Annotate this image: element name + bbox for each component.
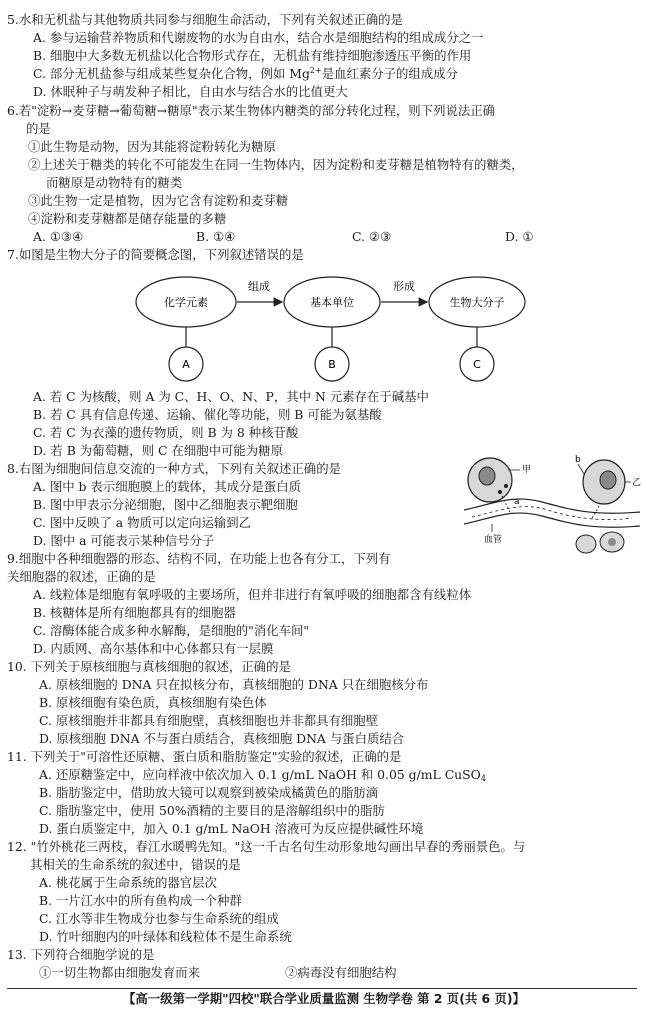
question-11-stem: 11. 下列关于"可溶性还原糖、蛋白质和脂肪鉴定"实验的叙述，正确的是 — [7, 749, 402, 764]
label-jia: 甲 — [522, 465, 532, 475]
question-12-option-a: A. 桃花属于生命系统的器官层次 — [39, 875, 217, 890]
footer-rule — [7, 988, 637, 989]
small-cell-nucleus — [608, 538, 616, 546]
question-11-option-a-text: A. 还原糖鉴定中，应向样液中依次加入 0.1 g/mL NaOH 和 0.05 g/mL CuSO — [39, 767, 481, 782]
question-12-option-b: B. 一片江水中的所有鱼构成一个种群 — [39, 893, 242, 908]
question-10-stem: 10. 下列关于原核细胞与真核细胞的叙述，正确的是 — [7, 659, 291, 674]
question-9-option-b: B. 核糖体是所有细胞都具有的细胞器 — [33, 605, 236, 620]
question-9-stem-line-1: 9.细胞中各种细胞器的形态、结构不同，在功能上也各有分工，下列有 — [7, 551, 391, 566]
node-chemical-elements-label: 化学元素 — [164, 296, 208, 309]
label-yi: 乙 — [632, 478, 642, 488]
question-13-stem: 13. 下列符合细胞学说的是 — [7, 947, 155, 962]
question-9-stem-line-2: 关细胞器的叙述，正确的是 — [7, 569, 156, 584]
question-7-stem: 7.如图是生物大分子的简要概念图，下列叙述错误的是 — [7, 247, 304, 262]
question-6-stem-line-2: 的是 — [26, 121, 51, 136]
question-6-item-2-cont: 而糖原是动物特有的糖类 — [46, 175, 183, 190]
question-5-stem: 5.水和无机盐与其他物质共同参与细胞生命活动，下列有关叙述正确的是 — [7, 12, 403, 27]
question-6-choice-b: B. ①④ — [196, 229, 236, 244]
small-cell — [576, 535, 596, 553]
label-vessel: 血管 — [484, 535, 503, 545]
question-8-stem: 8.右图为细胞间信息交流的一种方式，下列有关叙述正确的是 — [7, 461, 341, 476]
question-8-option-d: D. 图中 a 可能表示某种信号分子 — [33, 533, 215, 548]
label-b: b — [575, 455, 581, 465]
question-9-option-d: D. 内质网、高尔基体和中心体都只有一层膜 — [33, 641, 274, 656]
question-12-option-d: D. 竹叶细胞内的叶绿体和线粒体不是生命系统 — [39, 929, 292, 944]
question-5-option-c-sup: 2+ — [309, 66, 322, 75]
question-12-stem-line-1: 12. "竹外桃花三两枝，春江水暖鸭先知。"这一千古名句生动形象地勾画出早春的秀丽景色。与 — [7, 839, 526, 854]
question-6-choice-a: A. ①③④ — [33, 229, 84, 244]
question-7-option-c: C. 若 C 为衣藻的遗传物质，则 B 为 8 种核苷酸 — [33, 425, 299, 440]
question-6-item-4: ④淀粉和麦芽糖都是储存能量的多糖 — [28, 211, 227, 226]
concept-diagram — [130, 268, 530, 384]
question-11-option-c: C. 脂肪鉴定中，使用 50%酒精的主要目的是溶解组织中的脂肪 — [39, 803, 385, 818]
question-10-option-a: A. 原核细胞的 DNA 只在拟核分布，真核细胞的 DNA 只在细胞核分布 — [39, 677, 429, 692]
pointer-b — [578, 464, 584, 474]
question-11-option-b: B. 脂肪鉴定中，借助放大镜可以观察到被染成橘黄色的脂肪滴 — [39, 785, 379, 800]
question-12-option-c: C. 江水等非生物成分也参与生命系统的组成 — [39, 911, 279, 926]
circle-b-label: B — [328, 358, 336, 371]
label-a: a — [514, 497, 520, 507]
page-footer: 【高一级第一学期"四校"联合学业质量监测 生物学卷 第 2 页(共 6 页)】 — [123, 991, 525, 1006]
node-macromolecule-label: 生物大分子 — [449, 296, 505, 309]
question-11-option-a-sub: 4 — [480, 774, 486, 783]
cell-signaling-figure — [462, 452, 642, 560]
question-8-option-a: A. 图中 b 表示细胞膜上的载体，其成分是蛋白质 — [33, 479, 302, 494]
question-6-stem-line-1: 6.若"淀粉→麦芽糖→葡萄糖→糖原"表示某生物体内糖类的部分转化过程，则下列说法正确 — [7, 103, 496, 118]
question-5-option-b: B. 细胞中大多数无机盐以化合物形式存在，无机盐有维持细胞渗透压平衡的作用 — [33, 48, 472, 63]
question-6-item-2: ②上述关于糖类的转化不可能发生在同一生物体内，因为淀粉和麦芽糖是植物特有的糖类， — [28, 157, 524, 172]
question-6-choice-c: C. ②③ — [352, 229, 392, 244]
question-5-option-c — [33, 66, 458, 82]
target-path — [592, 504, 600, 518]
question-8-option-b: B. 图中甲表示分泌细胞，图中乙细胞表示靶细胞 — [33, 497, 298, 512]
vesicle-dot — [498, 490, 502, 494]
question-9-option-c: C. 溶酶体能合成多种水解酶，是细胞的"消化车间" — [33, 623, 310, 638]
circle-a-label: A — [182, 358, 190, 371]
question-7-option-d: D. 若 B 为葡萄糖，则 C 在细胞中可能为糖原 — [33, 443, 283, 458]
question-10-option-c: C. 原核细胞并非都具有细胞壁，真核细胞也并非都具有细胞壁 — [39, 713, 379, 728]
question-9-option-a: A. 线粒体是细胞有氧呼吸的主要场所，但并非进行有氧呼吸的细胞都含有线粒体 — [33, 587, 472, 602]
question-6-item-3: ③此生物一定是植物，因为它含有淀粉和麦芽糖 — [28, 193, 289, 208]
question-5-option-c-text: C. 部分无机盐参与组成某些复杂化合物，例如 Mg — [33, 66, 310, 81]
question-10-option-d: D. 原核细胞 DNA 不与蛋白质结合，真核细胞 DNA 与蛋白质结合 — [39, 731, 405, 746]
question-7-option-b: B. 若 C 具有信息传递、运输、催化等功能，则 B 可能为氨基酸 — [33, 407, 382, 422]
question-10-option-b: B. 原核细胞有染色质，真核细胞有染色体 — [39, 695, 267, 710]
question-6-choice-d: D. ① — [505, 229, 534, 244]
node-basic-unit-label: 基本单位 — [310, 296, 354, 309]
cell-yi-nucleus — [600, 471, 616, 489]
question-6-item-1: ①此生物是动物，因为其能将淀粉转化为糖原 — [28, 139, 276, 154]
question-11-option-a — [39, 767, 486, 783]
question-5-option-c-tail: 是血红素分子的组成成分 — [321, 66, 458, 81]
question-13-item-2: ②病毒没有细胞结构 — [285, 965, 397, 980]
circle-c-label: C — [473, 358, 481, 371]
question-11-option-d: D. 蛋白质鉴定中，加入 0.1 g/mL NaOH 溶液可为反应提供碱性环境 — [39, 821, 424, 836]
question-12-stem-line-2: 其相关的生命系统的叙述中，错误的是 — [30, 857, 241, 872]
question-13-item-1: ①一切生物都由细胞发育而来 — [39, 965, 201, 980]
vesicle-dot — [504, 484, 508, 488]
question-5-option-d: D. 休眠种子与萌发种子相比，自由水与结合水的比值更大 — [33, 84, 348, 99]
question-7-option-a: A. 若 C 为核酸，则 A 为 C、H、O、N、P，其中 N 元素存在于碱基中 — [33, 389, 429, 404]
blood-vessel-bottom — [464, 513, 640, 527]
question-8-option-c: C. 图中反映了 a 物质可以定向运输到乙 — [33, 515, 252, 530]
cell-jia-nucleus — [479, 467, 495, 485]
question-5-option-a: A. 参与运输营养物质和代谢废物的水为自由水，结合水是细胞结构的组成成分之一 — [33, 30, 484, 45]
arrow-form-label: 形成 — [393, 280, 415, 293]
arrow-compose-label: 组成 — [248, 280, 270, 293]
